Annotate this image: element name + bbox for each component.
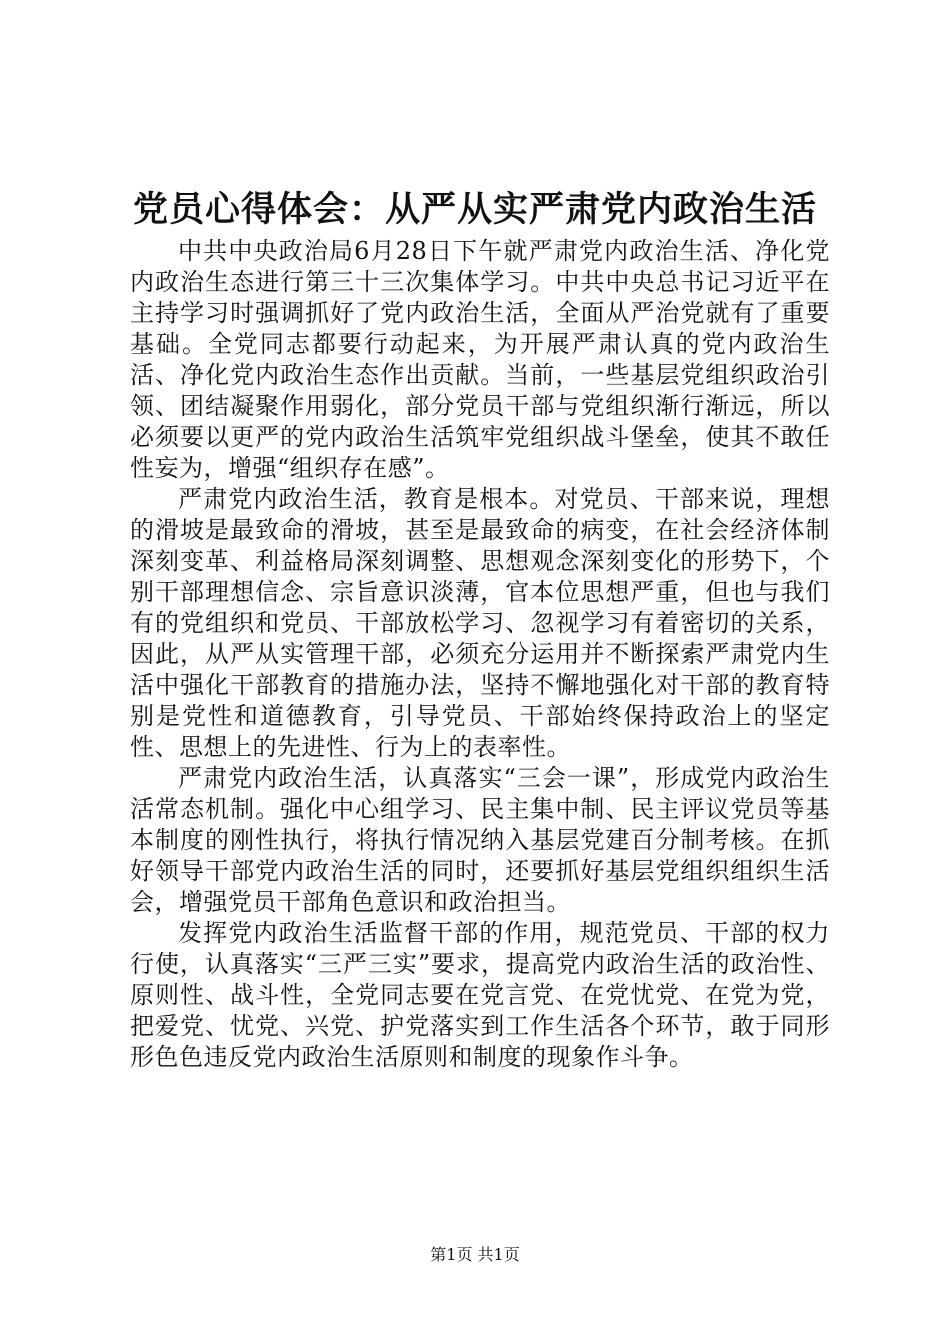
page-footer: 第1页 共1页	[430, 1245, 520, 1264]
paragraph-2: 严肃党内政治生活，教育是根本。对党员、干部来说，理想的滑坡是最致命的滑坡，甚至是最致命的病变，在社会经济体制深刻变革、利益格局深刻调整、思想观念深刻变化的形势下，个别干部理想信念、宗旨意识淡薄，官本位思想严重，但也与我们有的党组织和党员、干部放松学习、忽视学习有着密切的关系，因此，从严从实管理干部，必须充分运用并不断探索严肃党内生活中强化干部教育的措施办法，坚持不懈地强化对干部的教育特别是党性和道德教育，引导党员、干部始终保持政治上的坚定性、思想上的先进性、行为上的表率性。	[130, 485, 830, 761]
document-title: 党员心得体会：从严从实严肃党内政治生活	[132, 189, 817, 230]
paragraph-4: 发挥党内政治生活监督干部的作用，规范党员、干部的权力行使，认真落实“三严三实”要求，提高党内政治生活的政治性、原则性、战斗性，全党同志要在党言党、在党忧党、在党为党，把爱党、忧党、兴党、护党落实到工作生活各个环节，敢于同形形色色违反党内政治生活原则和制度的现象作斗争。	[130, 919, 830, 1071]
document-body	[130, 236, 830, 1073]
paragraph-3: 严肃党内政治生活，认真落实“三会一课”，形成党内政治生活常态机制。强化中心组学习、民主集中制、民主评议党员等基本制度的刚性执行，将执行情况纳入基层党建百分制考核。在抓好领导干部党内政治生活的同时，还要抓好基层党组织组织生活会，增强党员干部角色意识和政治担当。	[130, 764, 830, 916]
paragraph-1: 中共中央政治局6月28日下午就严肃党内政治生活、净化党内政治生态进行第三十三次集体学习。中共中央总书记习近平在主持学习时强调抓好了党内政治生活，全面从严治党就有了重要基础。全党同志都要行动起来，为开展严肃认真的党内政治生活、净化党内政治生态作出贡献。当前，一些基层党组织政治引领、团结凝聚作用弱化，部分党员干部与党组织渐行渐远，所以必须要以更严的党内政治生活筑牢党组织战斗堡垒，使其不敢任性妄为，增强“组织存在感”。	[130, 237, 830, 482]
